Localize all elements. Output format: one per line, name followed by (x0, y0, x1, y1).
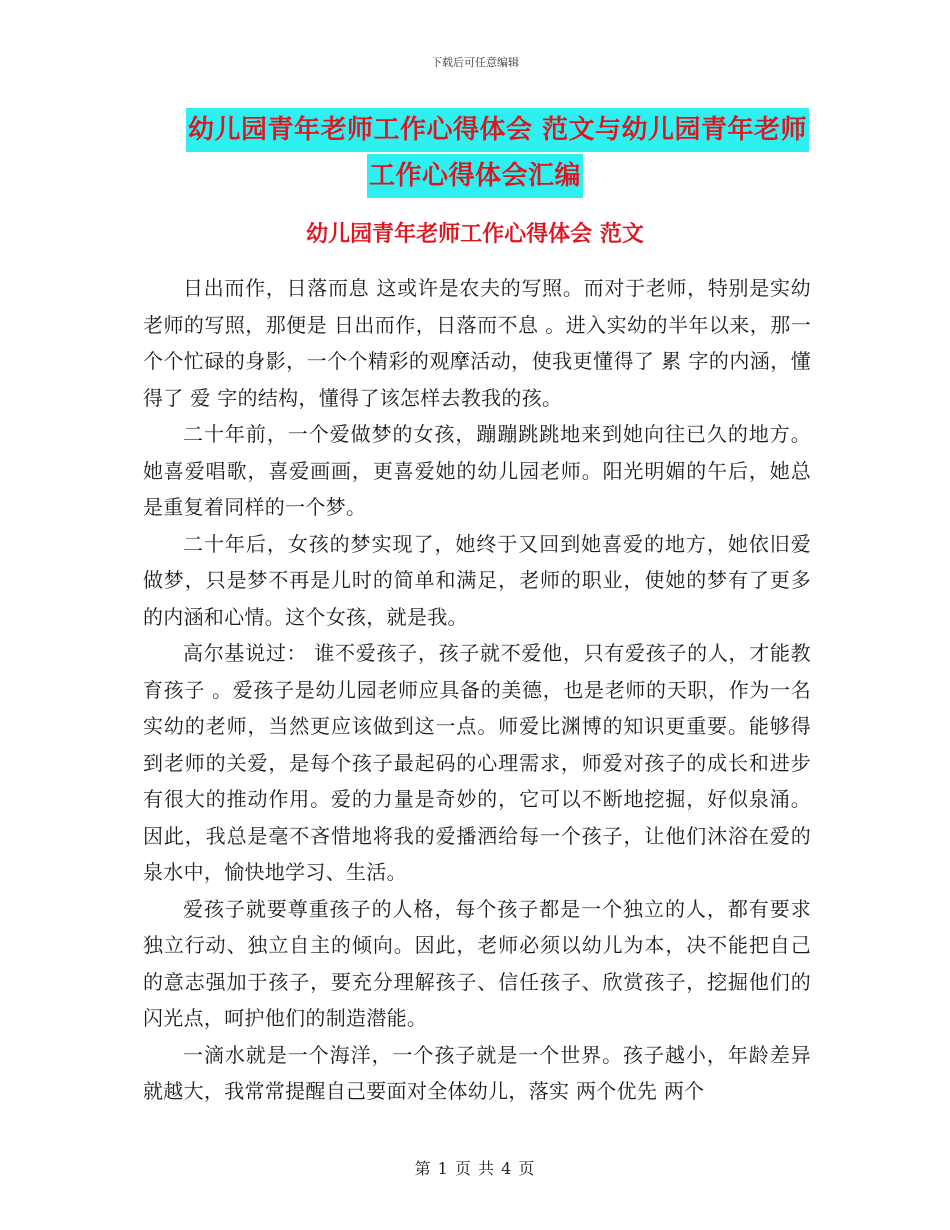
paragraph: 高尔基说过： 谁不爱孩子，孩子就不爱他，只有爱孩子的人，才能教育孩子 。爱孩子是幼儿园老师应具备的美德，也是老师的天职，作为一名实幼的老师，当然更应该做到这一点。师爱比渊博的知识更重要。能够得到老师的关爱，是每个孩子最起码的心理需求，师爱对孩子的成长和进步有很大的推动作用。爱的力量是奇妙的，它可以不断地挖掘，好似泉涌。 因此，我总是毫不吝惜地将我的爱播洒给每一个孩子，让他们沐浴在爱的泉水中，愉快地学习、生活。 (143, 641, 811, 884)
paragraph: 日出而作，日落而息 这或许是农夫的写照。而对于老师，特别是实幼老师的写照，那便是 日出而作，日落而不息 。进入实幼的半年以来，那一个个忙碌的身影，一个个精彩的观摩活动，使我更懂得了 累 字的内涵，懂得了 爱 字的结构，懂得了该怎样去教我的孩。 (143, 276, 811, 410)
document-title-line-2: 工作心得体会汇编 (367, 154, 583, 198)
paragraph: 二十年前，一个爱做梦的女孩，蹦蹦跳跳地来到她向往已久的地方。她喜爱唱歌，喜爱画画，更喜爱她的幼儿园老师。阳光明媚的午后，她总是重复着同样的一个梦。 (143, 422, 811, 519)
section-title: 幼儿园青年老师工作心得体会 范文 (306, 222, 644, 247)
document-title-line-1: 幼儿园青年老师工作心得体会 范文与幼儿园青年老师 (186, 108, 809, 152)
page-header: 下载后可任意编辑 (431, 56, 519, 69)
paragraph: 一滴水就是一个海洋，一个孩子就是一个世界。孩子越小，年龄差异就越大，我常常提醒自己要面对全体幼儿，落实 两个优先 两个 (143, 1042, 811, 1103)
paragraph: 二十年后，女孩的梦实现了，她终于又回到她喜爱的地方，她依旧爱做梦，只是梦不再是儿时的简单和满足，老师的职业，使她的梦有了更多的内涵和心情。这个女孩，就是我。 (143, 531, 811, 629)
paragraph: 爱孩子就要尊重孩子的人格，每个孩子都是一个独立的人，都有要求独立行动、独立自主的倾向。因此，老师必须以幼儿为本，决不能把自己的意志强加于孩子，要充分理解孩子、信任孩子、欣赏孩子，挖掘他们的闪光点，呵护他们的制造潜能。 (143, 896, 811, 1030)
body-text (143, 270, 811, 1110)
document-title (0, 108, 950, 200)
page-number: 第 1 页 共 4 页 (414, 1159, 536, 1178)
